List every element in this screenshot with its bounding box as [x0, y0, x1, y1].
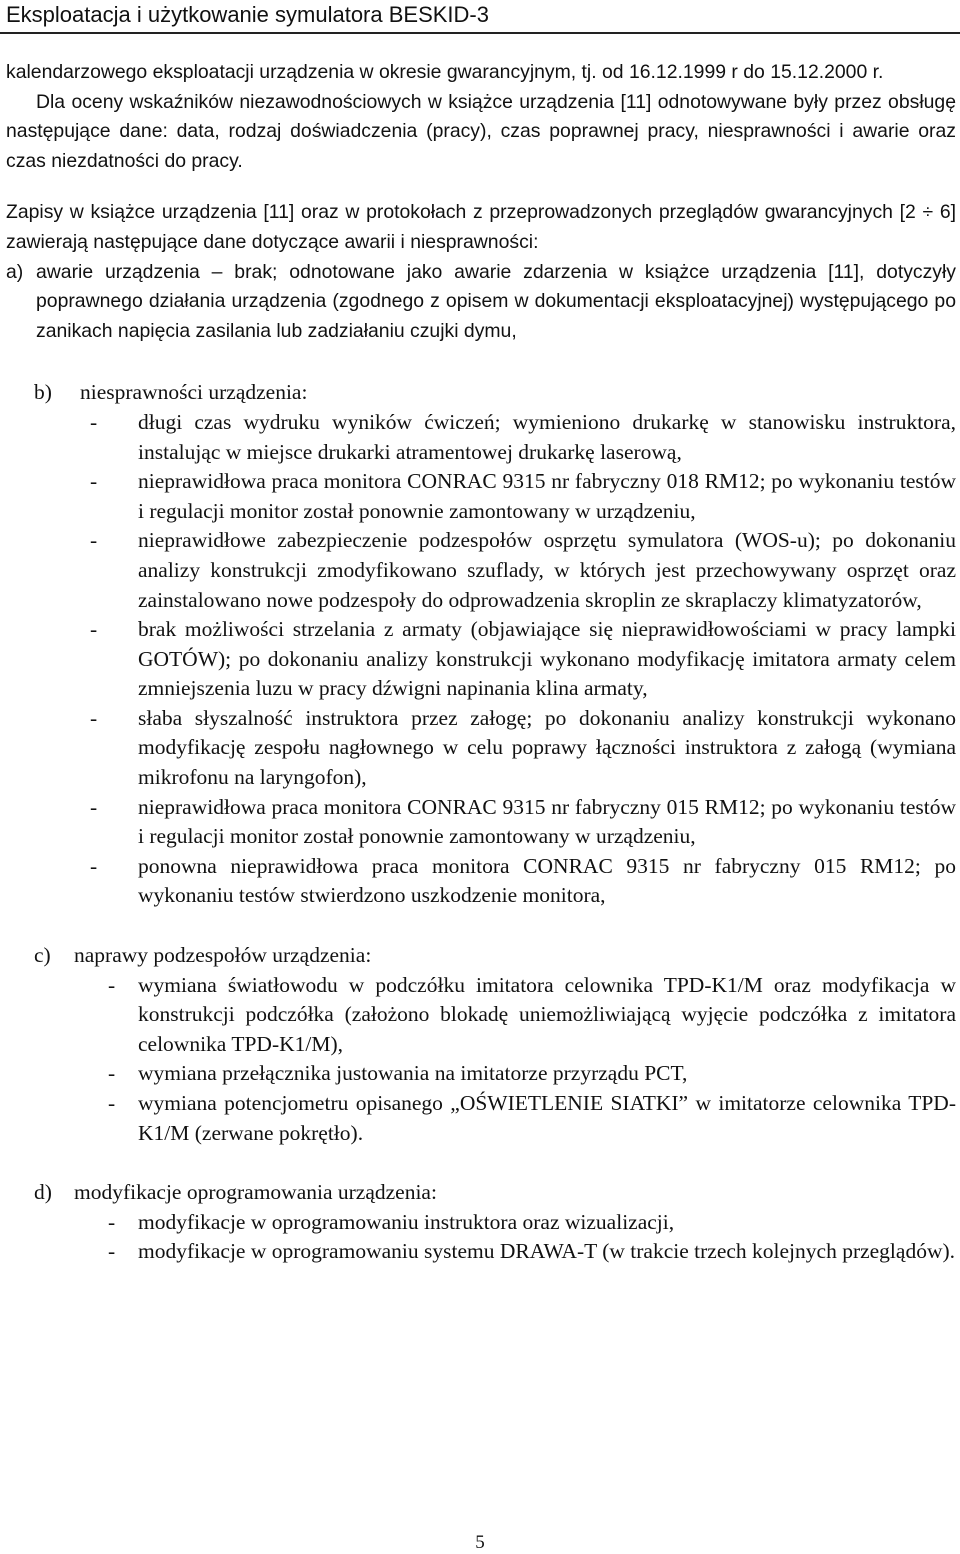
page-content — [6, 58, 956, 1267]
list-letter: d) — [34, 1180, 52, 1205]
list-item: - nieprawidłowe zabezpieczenie podzespołów osprzętu symulatora (WOS-u); po dokonaniu analizy konstrukcji zmodyfikowano szuflady, w których jest przechowywany osprzęt oraz zainstalowano nowe podzespoły do odprowadzenia skroplin ze skraplaczy klimatyzatorów, — [90, 528, 956, 612]
list-heading: modyfikacje oprogramowania urządzenia: — [74, 1180, 437, 1205]
list-item-b — [6, 378, 956, 408]
paragraph-continuation: kalendarzowego eksploatacji urządzenia w okresie gwarancyjnym, tj. od 16.12.1999 r do 15.12.2000 r. — [6, 61, 884, 83]
list-item: - ponowna nieprawidłowa praca monitora CONRAC 9315 nr fabryczny 015 RM12; po wykonaniu testów stwierdzono uszkodzenie monitora, — [90, 853, 956, 908]
list-letter: a) — [6, 260, 24, 283]
list-item-a — [6, 258, 956, 347]
list-heading: naprawy podzespołów urządzenia: — [74, 943, 372, 968]
list-item: - wymiana przełącznika justowania na imitatorze przyrządu PCT, — [108, 1061, 688, 1086]
list-item: - brak możliwości strzelania z armaty (objawiające się nieprawidłowościami w pracy lampki GOTÓW); po dokonaniu analizy konstrukcji wykonano modyfikację imitatora armaty celem zmniejszenia luzu w pracy dźwigni napinania klina armaty, — [90, 617, 956, 701]
list-item: - wymiana potencjometru opisanego „OŚWIETLENIE SIATKI” w imitatorze celownika TPD-K1/M (zerwane pokrętło). — [108, 1091, 956, 1145]
list-item: - wymiana światłowodu w podczółku imitatora celownika TPD-K1/M oraz modyfikacja w konstrukcji podczółka (założono blokadę uniemożliwiającą wyjęcie podczółka z imitatora celownika TPD-K1/M), — [108, 972, 956, 1056]
paragraph-records: Zapisy w książce urządzenia [11] oraz w protokołach z przeprowadzonych przeglądów gwarancyjnych [2 ÷ 6] zawierają następujące dane dotyczące awarii i niesprawności: — [6, 201, 956, 253]
list-c-items — [108, 971, 956, 1149]
list-d-items — [108, 1208, 956, 1267]
list-item: - nieprawidłowa praca monitora CONRAC 9315 nr fabryczny 018 RM12; po wykonaniu testów i regulacji monitor został ponownie zamontowany w urządzeniu, — [90, 469, 956, 523]
page-number: 5 — [475, 1532, 485, 1553]
list-item: - słaba słyszalność instruktora przez załogę; po dokonaniu analizy konstrukcji wykonano modyfikację zespołu nagłownego w celu poprawy łączności instruktora z załogą (wymiana mikrofonu na laryngofon), — [90, 705, 956, 790]
list-item-c — [6, 941, 956, 971]
list-item: - długi czas wydruku wyników ćwiczeń; wymieniono drukarkę w stanowisku instruktora, instalując w miejsce drukarki atramentowej drukarkę laserową, — [90, 409, 956, 464]
list-letter: b) — [34, 380, 52, 405]
list-heading: niesprawności urządzenia: — [80, 380, 308, 405]
paragraph-indicators: Dla oceny wskaźników niezawodnościowych w książce urządzenia [11] odnotowywane były przez obsługę następujące dane: data, rodzaj doświadczenia (pracy), czas poprawnej pracy, niesprawności i awarie oraz czas niezdatności do pracy. — [6, 90, 956, 172]
list-letter: c) — [34, 943, 51, 968]
list-item-d — [6, 1178, 956, 1208]
running-header — [0, 0, 960, 34]
list-item: - nieprawidłowa praca monitora CONRAC 9315 nr fabryczny 015 RM12; po wykonaniu testów i regulacji monitor został ponownie zamontowany w urządzeniu, — [90, 794, 956, 849]
header-title: Eksploatacja i użytkowanie symulatora BESKID-3 — [6, 2, 489, 27]
list-item: - modyfikacje w oprogramowaniu systemu DRAWA-T (w trakcie trzech kolejnych przeglądów). — [108, 1239, 956, 1264]
list-b-items — [90, 408, 956, 911]
list-item: - modyfikacje w oprogramowaniu instruktora oraz wizualizacji, — [108, 1209, 675, 1234]
list-text: awarie urządzenia – brak; odnotowane jako awarie zdarzenia w książce urządzenia [11], dotyczyły poprawnego działania urządzenia (zgodnego z opisem w dokumentacji eksploatacyjnej) występującego po zanikach napięcia zasilania lub zadziałaniu czujki dymu, — [36, 260, 956, 342]
